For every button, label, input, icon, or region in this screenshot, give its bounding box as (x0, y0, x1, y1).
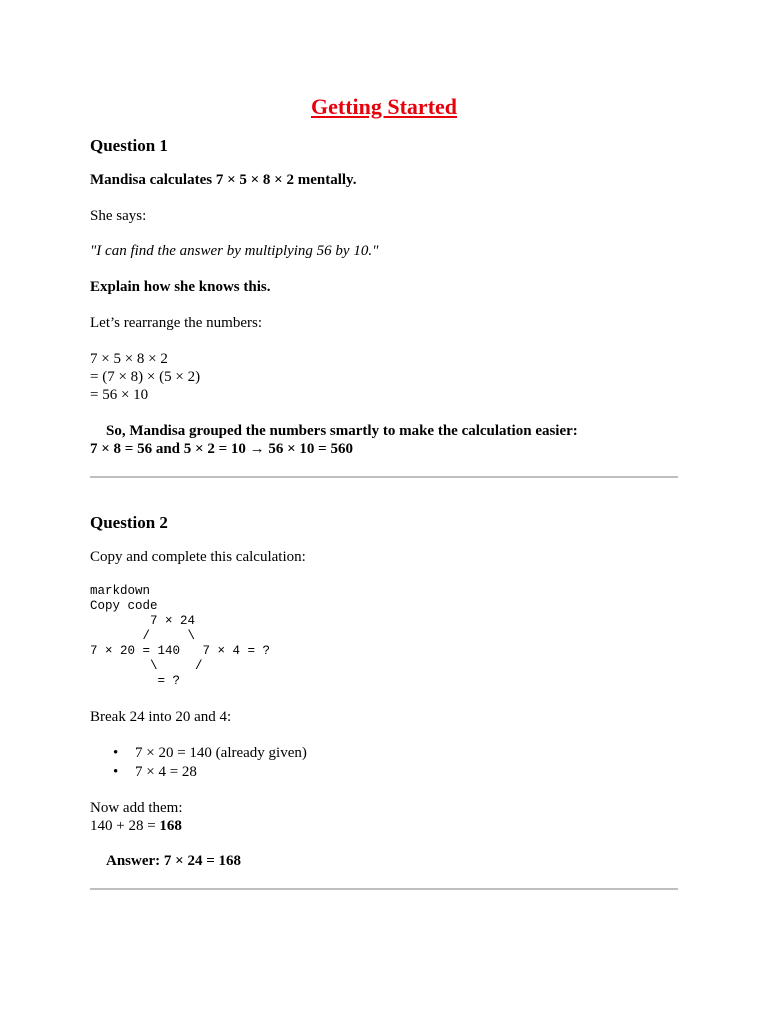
question-1-prompt: Mandisa calculates 7 × 5 × 8 × 2 mentally. (90, 172, 357, 188)
section-divider (90, 888, 678, 890)
add-text: Now add them: (90, 800, 183, 816)
rearrange-text: Let’s rearrange the numbers: (90, 315, 263, 331)
break-text: Break 24 into 20 and 4: (90, 709, 232, 725)
mandisa-quote: "I can find the answer by multiplying 56 by 10." (90, 243, 379, 259)
rearrange-steps (90, 350, 678, 404)
step-line: = 56 × 10 (90, 387, 149, 403)
code-line: \ / (90, 659, 203, 673)
sum-line (90, 817, 678, 835)
copy-code-button[interactable]: Copy code (90, 599, 158, 613)
document-content (90, 93, 678, 890)
list-item-text: 7 × 20 = 140 (already given) (135, 745, 307, 761)
step-line: 7 × 5 × 8 × 2 (90, 351, 168, 367)
bullet-icon: • (113, 745, 119, 761)
question-2-section (90, 512, 678, 870)
question-1-conclusion (90, 422, 678, 458)
conclusion-line-1: So, Mandisa grouped the numbers smartly to make the calculation easier: (106, 423, 578, 439)
list-item (113, 744, 678, 763)
list-item (113, 763, 678, 782)
calculation-list (90, 744, 678, 782)
code-block (90, 584, 678, 689)
sum-prefix: 140 + 28 = (90, 818, 160, 834)
page-title: Getting Started (310, 94, 458, 119)
question-1-heading: Question 1 (90, 136, 168, 155)
code-line: = ? (90, 674, 181, 688)
code-line: 7 × 20 = 140 7 × 4 = ? (90, 644, 271, 658)
list-item-text: 7 × 4 = 28 (135, 764, 197, 780)
code-line: / \ (90, 629, 196, 643)
question-2-heading: Question 2 (90, 513, 168, 532)
code-language-label: markdown (90, 584, 151, 598)
add-section (90, 799, 678, 835)
sum-value: 168 (159, 818, 182, 834)
step-line: = (7 × 8) × (5 × 2) (90, 369, 201, 385)
conclusion-line-2: 7 × 8 = 56 and 5 × 2 = 10 → 56 × 10 = 560 (90, 441, 353, 457)
code-line: 7 × 24 (90, 614, 196, 628)
she-says-text: She says: (90, 208, 147, 224)
section-divider (90, 476, 678, 478)
bullet-icon: • (113, 764, 119, 780)
explain-prompt: Explain how she knows this. (90, 279, 271, 295)
question-2-prompt: Copy and complete this calculation: (90, 549, 306, 565)
question-2-answer: Answer: 7 × 24 = 168 (106, 853, 241, 869)
question-1-section (90, 135, 678, 458)
